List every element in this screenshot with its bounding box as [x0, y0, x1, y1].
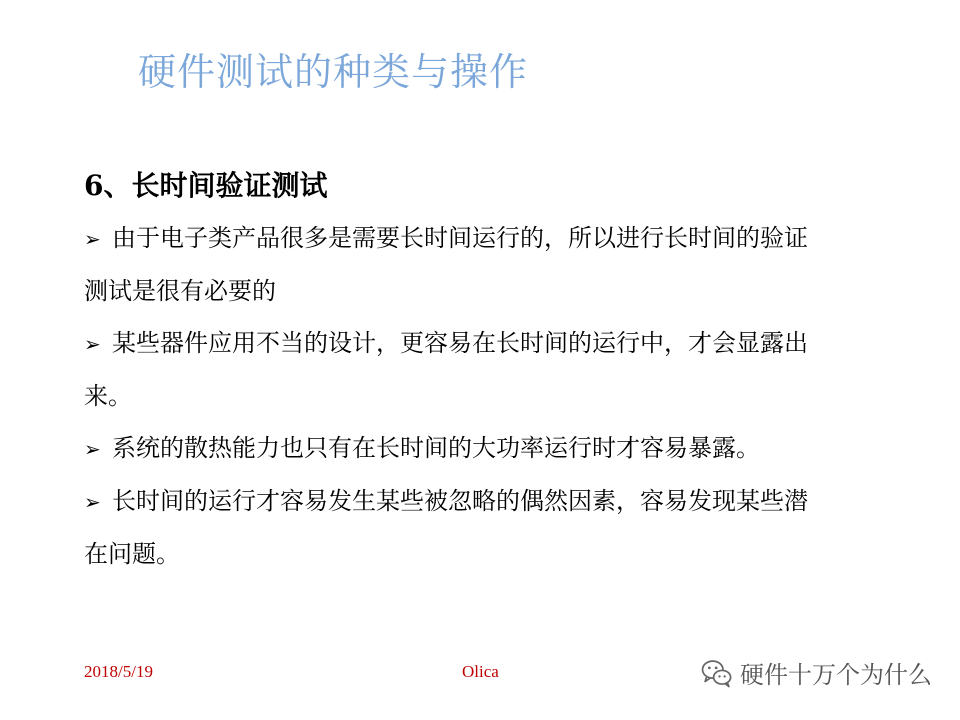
- bullet-text: 系统的散热能力也只有在长时间的大功率运行时才容易暴露。: [112, 434, 760, 462]
- arrow-bullet-icon: ➢: [84, 227, 101, 251]
- slide-content: [84, 160, 894, 580]
- bullet-item-2: [84, 317, 894, 422]
- section-heading: 6、长时间验证测试: [84, 169, 328, 202]
- bullet-text-continued: 测试是很有必要的: [84, 277, 276, 305]
- bullet-text: 某些器件应用不当的设计，更容易在长时间的运行中，才会显露出: [112, 329, 808, 357]
- bullet-line: [84, 475, 894, 528]
- bullet-line: [84, 422, 894, 475]
- watermark: [700, 655, 932, 690]
- bullet-item-4: [84, 475, 894, 580]
- bullet-text-continued: 在问题。: [84, 540, 180, 568]
- wechat-icon: [700, 656, 734, 690]
- bullet-text: 由于电子类产品很多是需要长时间运行的，所以进行长时间的验证: [112, 224, 808, 252]
- footer-author: Olica: [462, 662, 499, 681]
- bullet-item-1: [84, 212, 894, 317]
- footer-date: 2018/5/19: [84, 662, 153, 681]
- arrow-bullet-icon: ➢: [84, 332, 101, 356]
- arrow-bullet-icon: ➢: [84, 490, 101, 514]
- bullet-item-3: [84, 422, 894, 475]
- bullet-line: [84, 212, 894, 265]
- bullet-text: 长时间的运行才容易发生某些被忽略的偶然因素，容易发现某些潜: [112, 487, 808, 515]
- bullet-text-continued: 来。: [84, 382, 132, 410]
- watermark-text: 硬件十万个为什么: [740, 661, 932, 689]
- arrow-bullet-icon: ➢: [84, 437, 101, 461]
- bullet-line: [84, 317, 894, 370]
- slide-title: 硬件测试的种类与操作: [138, 50, 529, 94]
